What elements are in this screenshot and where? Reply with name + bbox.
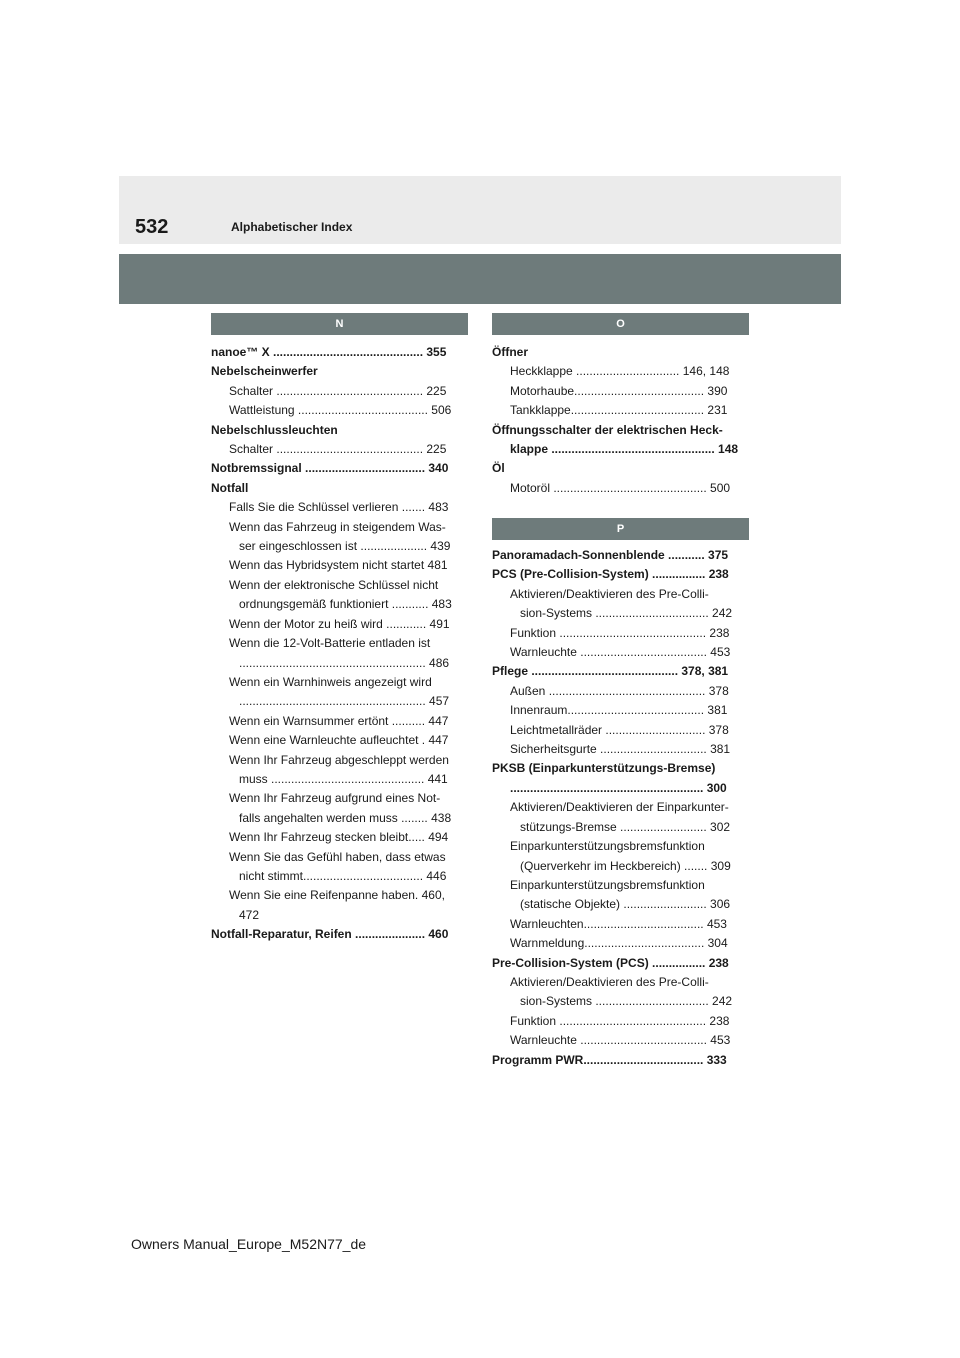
index-entry: PCS (Pre-Collision-System) ................ 238: [492, 567, 729, 582]
index-entry: Wenn der Motor zu heiß wird ............ 491: [229, 616, 450, 631]
letter-bar-p: P: [492, 518, 749, 540]
index-entry: Einparkunterstützungsbremsfunktion: [510, 877, 705, 892]
index-entry: sion-Systems .................................. 242: [520, 994, 733, 1009]
index-entry: Panoramadach-Sonnenblende ........... 375: [492, 548, 729, 562]
index-entry: Öffner: [492, 345, 528, 359]
index-entry: Notfall: [211, 480, 249, 495]
index-entry: ........................................................ 486: [239, 655, 450, 670]
index-entry: nanoe™ X ............................................. 355: [211, 345, 447, 359]
index-entry: (statische Objekte) ......................... 306: [520, 897, 731, 912]
index-entry: Notfall-Reparatur, Reifen ..................... 460: [211, 927, 449, 942]
index-entry: Motoröl .............................................. 500: [510, 480, 731, 495]
index-entry: Wenn Ihr Fahrzeug stecken bleibt..... 494: [229, 830, 449, 845]
index-entry: Wenn Ihr Fahrzeug abgeschleppt werden: [229, 752, 449, 767]
index-entry: sion-Systems .................................. 242: [520, 606, 733, 621]
index-column-n: [211, 343, 468, 945]
index-entry: (Querverkehr im Heckbereich) ....... 309: [520, 858, 731, 873]
index-entry: Wenn eine Warnleuchte aufleuchtet . 447: [229, 733, 449, 748]
index-entry: Wenn ein Warnsummer ertönt .......... 447: [229, 713, 449, 728]
footer-text: Owners Manual_Europe_M52N77_de: [131, 1236, 367, 1252]
index-entry: Innenraum......................................... 381: [510, 703, 728, 718]
index-entry: Warnmeldung.................................... 304: [510, 936, 728, 951]
index-entry: Pre-Collision-System (PCS) ................ 238: [492, 955, 729, 970]
section-title: Alphabetischer Index: [231, 220, 353, 234]
index-entry: Wenn Sie das Gefühl haben, dass etwas: [229, 849, 446, 864]
index-entry: Leichtmetallräder .............................. 378: [510, 722, 729, 737]
index-entry: Warnleuchten.................................... 453: [510, 916, 727, 931]
letter-bar-n: N: [211, 313, 468, 335]
index-entry: .......................................................... 300: [510, 780, 727, 795]
index-entry: nicht stimmt.................................... 446: [239, 868, 447, 883]
index-entry: Einparkunterstützungsbremsfunktion: [510, 839, 705, 854]
index-entry: ........................................................ 457: [239, 694, 450, 709]
index-entry: Wenn der elektronische Schlüssel nicht: [229, 577, 439, 592]
index-entry: ser eingeschlossen ist .................... 439: [239, 539, 451, 554]
index-entry: Warnleuchte ...................................... 453: [510, 645, 731, 660]
index-entry: Wenn Ihr Fahrzeug aufgrund eines Not-: [229, 791, 441, 806]
index-entry: Außen ............................................... 378: [510, 683, 729, 698]
header-band: [119, 176, 841, 244]
index-entry: 472: [239, 907, 260, 922]
index-column-o: [492, 343, 749, 498]
index-entry: Funktion ............................................ 238: [510, 625, 730, 640]
index-entry: klappe ................................................. 148: [510, 442, 739, 457]
page-number: 532: [135, 216, 169, 238]
index-entry: Wenn ein Warnhinweis angezeigt wird: [229, 674, 432, 689]
index-entry: Wenn das Hybridsystem nicht startet 481: [229, 558, 448, 573]
index-entry: Notbremssignal .................................... 340: [211, 461, 449, 476]
index-entry: Aktivieren/Deaktivieren des Pre-Colli-: [510, 586, 709, 601]
letter-bar-o: O: [492, 313, 749, 335]
index-entry: Falls Sie die Schlüssel verlieren ....... 483: [229, 500, 449, 515]
index-entry: muss .............................................. 441: [239, 771, 448, 786]
index-entry: Wenn Sie eine Reifenpanne haben. 460,: [229, 888, 445, 903]
index-entry: PKSB (Einparkunterstützungs-Bremse): [492, 761, 716, 776]
index-entry: Motorhaube....................................... 390: [510, 383, 728, 398]
index-entry: Schalter ............................................ 225: [229, 442, 447, 457]
index-entry: Wattleistung ....................................... 506: [229, 403, 452, 418]
index-entry: Pflege ............................................ 378, 381: [492, 664, 729, 679]
index-entry: Warnleuchte ...................................... 453: [510, 1033, 731, 1048]
index-entry: Tankklappe........................................ 231: [510, 403, 728, 418]
index-column-p: [492, 546, 749, 1070]
index-entry: ordnungsgemäß funktioniert ........... 483: [239, 597, 452, 612]
index-entry: Nebelscheinwerfer: [211, 364, 318, 379]
index-entry: Programm PWR.................................... 333: [492, 1052, 727, 1067]
header-dark-band: [119, 254, 841, 304]
index-entry: Nebelschlussleuchten: [211, 422, 338, 437]
index-entry: stützungs-Bremse .......................... 302: [520, 819, 731, 834]
index-entry: falls angehalten werden muss ........ 438: [239, 810, 452, 825]
index-entry: Aktivieren/Deaktivieren des Pre-Colli-: [510, 974, 709, 989]
index-entry: Öl: [492, 461, 505, 476]
index-entry: Wenn die 12-Volt-Batterie entladen ist: [229, 636, 431, 651]
index-entry: Aktivieren/Deaktivieren der Einparkunter-: [510, 800, 729, 815]
index-entry: Sicherheitsgurte ................................ 381: [510, 742, 731, 757]
index-entry: Wenn das Fahrzeug in steigendem Was-: [229, 519, 446, 534]
index-entry: Funktion ............................................ 238: [510, 1013, 730, 1028]
index-entry: Schalter ............................................ 225: [229, 383, 447, 398]
index-entry: Öffnungsschalter der elektrischen Heck-: [492, 422, 723, 437]
index-entry: Heckklappe ............................... 146, 148: [510, 364, 730, 379]
